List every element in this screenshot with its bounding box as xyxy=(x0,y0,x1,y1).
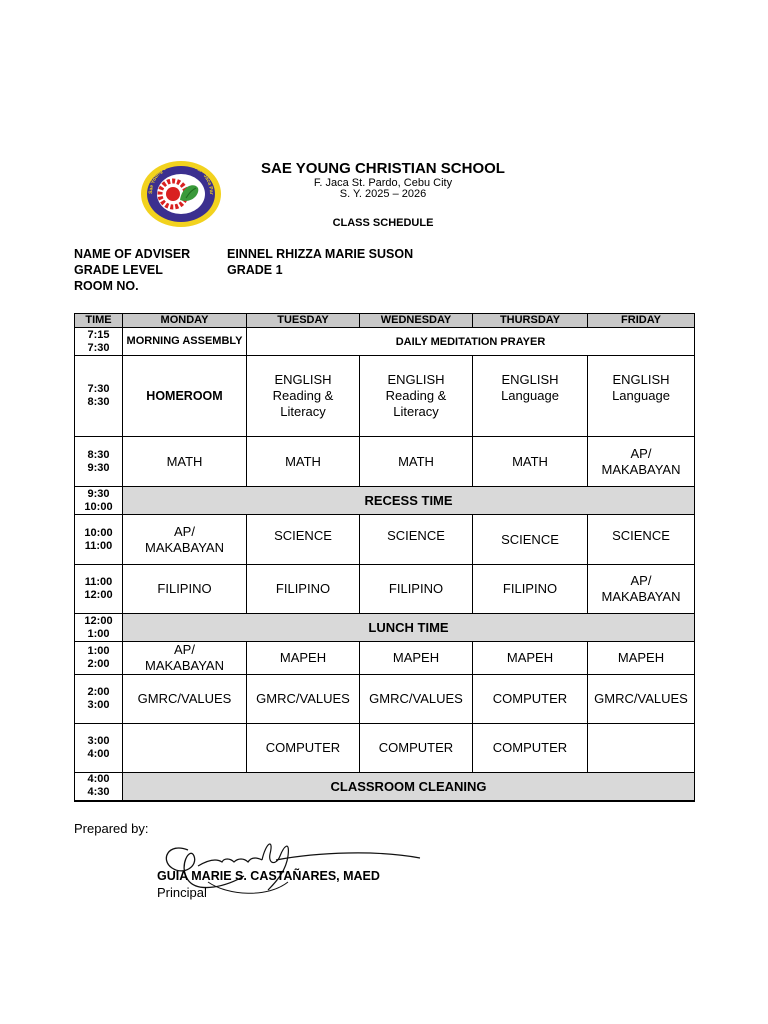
adviser-value: EINNEL RHIZZA MARIE SUSON xyxy=(227,247,414,261)
schedule-cell: GMRC/VALUES xyxy=(123,675,247,724)
table-row xyxy=(75,328,695,356)
time-cell: 12:00 1:00 xyxy=(75,614,123,642)
schedule-cell: MAPEH xyxy=(588,642,695,675)
schedule-cell: GMRC/VALUES xyxy=(588,675,695,724)
time-cell: 3:00 4:00 xyxy=(75,724,123,773)
schedule-cell: GMRC/VALUES xyxy=(360,675,473,724)
table-header-row xyxy=(75,314,695,328)
schedule-cell: COMPUTER xyxy=(360,724,473,773)
schedule-cell: AP/ MAKABAYAN xyxy=(123,642,247,675)
col-header-time: TIME xyxy=(75,314,123,328)
table-row xyxy=(75,437,695,487)
schedule-cell: SCIENCE xyxy=(360,515,473,565)
prepared-by-label: Prepared by: xyxy=(74,821,149,836)
schedule-cell: GMRC/VALUES xyxy=(247,675,360,724)
schedule-cell xyxy=(123,724,247,773)
schedule-cell: SCIENCE xyxy=(473,515,588,565)
schedule-cell: MAPEH xyxy=(473,642,588,675)
col-header-monday: MONDAY xyxy=(123,314,247,328)
schedule-cell: COMPUTER xyxy=(473,724,588,773)
info-labels xyxy=(74,246,190,294)
schedule-cell: FILIPINO xyxy=(247,565,360,614)
table-row xyxy=(75,675,695,724)
recess-banner: RECESS TIME xyxy=(123,487,695,515)
info-values xyxy=(227,246,413,278)
time-cell: 7:30 8:30 xyxy=(75,356,123,437)
table-row xyxy=(75,356,695,437)
time-cell: 10:00 11:00 xyxy=(75,515,123,565)
table-row xyxy=(75,724,695,773)
time-cell: 9:30 10:00 xyxy=(75,487,123,515)
schedule-cell: MATH xyxy=(123,437,247,487)
grade-value: GRADE 1 xyxy=(227,263,283,277)
cleaning-banner: CLASSROOM CLEANING xyxy=(123,773,695,801)
school-year: S. Y. 2025 – 2026 xyxy=(339,188,427,200)
time-cell: 11:00 12:00 xyxy=(75,565,123,614)
table-row xyxy=(75,565,695,614)
col-header-friday: FRIDAY xyxy=(588,314,695,328)
table-row xyxy=(75,515,695,565)
schedule-cell: MATH xyxy=(360,437,473,487)
school-name: SAE YOUNG CHRISTIAN SCHOOL xyxy=(261,160,505,177)
schedule-cell: MAPEH xyxy=(247,642,360,675)
schedule-cell: COMPUTER xyxy=(473,675,588,724)
schedule-cell: MATH xyxy=(473,437,588,487)
table-row xyxy=(75,614,695,642)
schedule-cell: AP/ MAKABAYAN xyxy=(123,515,247,565)
time-cell: 8:30 9:30 xyxy=(75,437,123,487)
schedule-cell: FILIPINO xyxy=(123,565,247,614)
time-cell: 7:15 7:30 xyxy=(75,328,123,356)
schedule-cell: ENGLISH Reading & Literacy xyxy=(360,356,473,437)
time-cell: 4:00 4:30 xyxy=(75,773,123,801)
schedule-cell: COMPUTER xyxy=(247,724,360,773)
grade-label: GRADE LEVEL xyxy=(74,263,163,277)
lunch-banner: LUNCH TIME xyxy=(123,614,695,642)
schedule-cell: HOMEROOM xyxy=(123,356,247,437)
time-cell: 1:00 2:00 xyxy=(75,642,123,675)
time-cell: 2:00 3:00 xyxy=(75,675,123,724)
daily-meditation-cell: DAILY MEDITATION PRAYER xyxy=(247,328,695,356)
col-header-tuesday: TUESDAY xyxy=(247,314,360,328)
room-label: ROOM NO. xyxy=(74,279,139,293)
table-row xyxy=(75,487,695,515)
svg-text:Sae Young Christian School · J: Sae Young Christian School · Jaca Par xyxy=(147,160,215,195)
schedule-cell: AP/ MAKABAYAN xyxy=(588,565,695,614)
col-header-thursday: THURSDAY xyxy=(473,314,588,328)
document-title: CLASS SCHEDULE xyxy=(332,217,434,229)
class-schedule-table xyxy=(74,313,695,802)
signatory-name: GUIA MARIE S. CASTAÑARES, MAED xyxy=(157,869,380,883)
schedule-cell: SCIENCE xyxy=(247,515,360,565)
school-logo xyxy=(140,160,222,228)
schedule-cell: FILIPINO xyxy=(360,565,473,614)
schedule-cell: FILIPINO xyxy=(473,565,588,614)
schedule-cell: MORNING ASSEMBLY xyxy=(123,328,247,356)
schedule-cell: ENGLISH Language xyxy=(473,356,588,437)
schedule-cell xyxy=(588,724,695,773)
schedule-cell: MATH xyxy=(247,437,360,487)
school-address: F. Jaca St. Pardo, Cebu City xyxy=(313,177,453,189)
schedule-cell: SCIENCE xyxy=(588,515,695,565)
signatory-role: Principal xyxy=(157,885,207,900)
schedule-cell: ENGLISH Language xyxy=(588,356,695,437)
schedule-cell: AP/ MAKABAYAN xyxy=(588,437,695,487)
col-header-wednesday: WEDNESDAY xyxy=(360,314,473,328)
table-row xyxy=(75,642,695,675)
schedule-cell: MAPEH xyxy=(360,642,473,675)
schedule-cell: ENGLISH Reading & Literacy xyxy=(247,356,360,437)
table-row xyxy=(75,773,695,801)
adviser-label: NAME OF ADVISER xyxy=(74,247,191,261)
